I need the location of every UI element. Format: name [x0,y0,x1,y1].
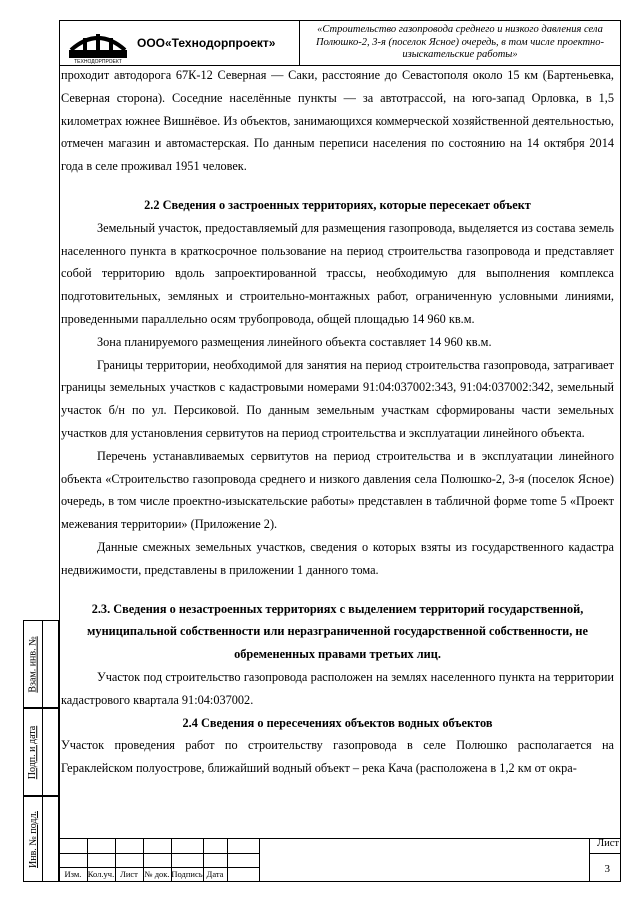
title-block [59,838,621,882]
paragraph-5: Перечень устанавливаемых сервитутов на период строительства и в эксплуатации линейного объекта «Строительство газопровода среднего и низкого давления села Полюшко-2, 3-я (поселок Ясное) очередь, в том числе проектно-изыскательские работы» представлен в табличной форме тome 5 «Проект межевания территории» (Приложение 2). [61,448,614,532]
project-title: «Строительство газопровода среднего и низкого давления села Полюшко-2, 3-я (поселок Ясное) очередь, в том числе проектно-изыскательские работы» [315,24,605,60]
tb-label-koluch: Кол.уч. [87,869,115,879]
side-stamp-replace-inv [23,620,59,708]
tb-label-doc: № док. [144,869,170,879]
paragraph-7: Участок под строительство газопровода расположен на землях населенного пункта на территории кадастрового квартала 91:04:037002. [61,669,614,707]
side-stamp-label: Взам. инв. № [27,635,39,693]
side-stamp-inv-orig [23,796,59,882]
tb-label-signature: Подпись [171,869,203,879]
paragraph-3: Зона планируемого размещения линейного объекта составляет 14 960 кв.м. [97,334,492,349]
paragraph-1: проходит автодорога 67К-12 Северная — Саки, расстояние до Севастополя около 15 км (Бартеньевка, Северная сторона). Соседние населённые пункты — за автотрассой, на юго-запад Орловка, в 1,5 километрах южнее Вишнёвое. Из объектов, занимающихся коммерческой хозяйственной деятельностью, отмечен магазин и автомастерская. По данным переписи населения по состоянию на 14 октября 2014 года в селе проживал 1951 человек. [61,68,614,174]
paragraph-2: Земельный участок, предоставляемый для размещения газопровода, выделяется из состава земель населенного пункта в краткосрочное пользование на период строительства газопровода и представляет собой территорию вдоль запроектированной трассы, необходимую для выполнения комплекса подготовительных, земляных и строительно-монтажных работ, ограниченную условными линиями, проведенными параллельно осям трубопровода, общей площадью 14 960 кв.м. [61,220,614,326]
company-name: ООО«Технодорпроект» [137,36,276,50]
logo-text: ТЕХНОДОРПРОЕКТ [74,59,122,64]
side-stamp-label: Подп. и дата [27,725,39,779]
page-header [59,20,621,66]
sheet-number: 3 [604,863,610,875]
side-stamp-label: Инв. № подл. [27,810,39,868]
paragraph-4: Границы территории, необходимой для занятия на период строительства газопровода, затрагивает границы земельных участков с кадастровыми номерами 91:04:037002:343, 91:04:037002:342, земельный участок б/н по ул. Персиковой. По данным земельным участкам сформированы части земельных участков для установления сервитутов на период строительства и эксплуатации линейного объекта. [61,357,614,440]
header-divider [299,20,300,66]
sheet-label: Лист [597,838,619,849]
document-body [61,64,614,780]
section-heading-2-4: 2.4 Сведения о пересечениях объектов водных объектов [182,715,493,730]
company-logo [65,24,131,64]
section-heading-2-2: 2.2 Сведения о застроенных территориях, которые пересекает объект [144,197,531,212]
section-heading-2-3: 2.3. Сведения о незастроенных территориях с выделением территорий государственной, муниципальной собственности или неразграниченной государственной собственности, не обремененных правами третьих лиц. [87,601,588,662]
tb-label-izm: Изм. [64,869,82,879]
paragraph-6: Данные смежных земельных участков, сведения о которых взяты из государственного кадастра недвижимости, представлены в приложении 1 данного тома. [61,539,614,577]
paragraph-8: Участок проведения работ по строительству газопровода в селе Полюшко располагается на Гераклейском полуострове, ближайший водный объект – река Кача (расположена в 1,2 км от окра- [61,738,614,776]
tb-label-list: Лист [120,869,138,879]
side-stamp-sign-date [23,708,59,796]
tb-label-date: Дата [206,869,224,879]
